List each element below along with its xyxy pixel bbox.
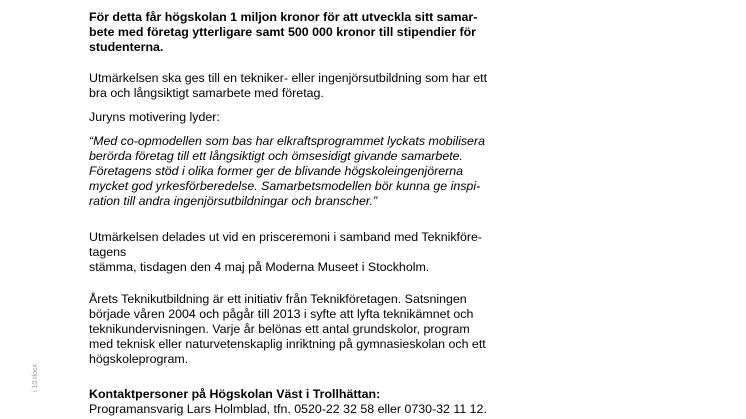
ceremony-paragraph bbox=[89, 230, 549, 275]
initiative-line: med teknisk eller naturvetenskaplig inriktning på gymnasieskolan och ett bbox=[89, 337, 486, 351]
ceremony-line: stämma, tisdagen den 4 maj på Moderna Museet i Stockholm. bbox=[89, 260, 430, 274]
intro-line: För detta får högskolan 1 miljon kronor för att utveckla sitt samar- bbox=[89, 10, 478, 24]
jury-heading-text: Juryns motivering lyder: bbox=[89, 110, 220, 124]
initiative-line: teknikundervisningen. Varje år belönas ett antal grundskolor, program bbox=[89, 322, 470, 336]
quote-line: mycket god yrkesförberedelse. Samarbetsmodellen bör kunna ge inspi- bbox=[89, 179, 481, 193]
quote-line: ration till andra ingenjörsutbildningar och branscher.” bbox=[89, 194, 378, 208]
initiative-line: Årets Teknikutbildning är ett initiativ från Teknikföretagen. Satsningen bbox=[89, 292, 467, 306]
contacts-section bbox=[89, 387, 549, 417]
award-line: bra och långsiktigt samarbete med företag. bbox=[89, 86, 324, 100]
intro-line: bete med företag ytterligare samt 500 000 kronor till stipendier för bbox=[89, 25, 476, 39]
initiative-line: började våren 2004 och pågår till 2013 i syfte att lyfta teknikämnet och bbox=[89, 307, 474, 321]
quote-line: Företagens stöd i olika former ger de blivande högskoleingenjörerna bbox=[89, 164, 464, 178]
ceremony-line: Utmärkelsen delades ut vid en prisceremoni i samband med Teknikföre- bbox=[89, 230, 483, 244]
jury-quote bbox=[89, 134, 549, 209]
jury-heading bbox=[89, 110, 549, 125]
intro-line: studenterna. bbox=[89, 40, 164, 54]
ceremony-line: tagens bbox=[89, 245, 127, 259]
contact-line: Programansvarig Lars Holmblad, tfn. 0520-22 32 58 eller 0730-32 11 12. bbox=[89, 402, 487, 416]
quote-line: berörda företag till ett långsiktigt och ömsesidigt givande samarbete. bbox=[89, 149, 463, 163]
quote-line: “Med co-opmodellen som bas har elkraftsprogrammet lyckats mobilisera bbox=[89, 134, 485, 148]
contacts-heading: Kontaktpersoner på Högskolan Väst i Trollhättan: bbox=[89, 387, 381, 401]
intro-paragraph bbox=[89, 10, 549, 55]
award-paragraph bbox=[89, 71, 549, 101]
award-line: Utmärkelsen ska ges till en tekniker- eller ingenjörsutbildning som har ett bbox=[89, 71, 488, 85]
initiative-line: högskoleprogram. bbox=[89, 352, 189, 366]
initiative-paragraph bbox=[89, 292, 549, 367]
file-name-margin-note: i 10.docx bbox=[32, 363, 39, 392]
